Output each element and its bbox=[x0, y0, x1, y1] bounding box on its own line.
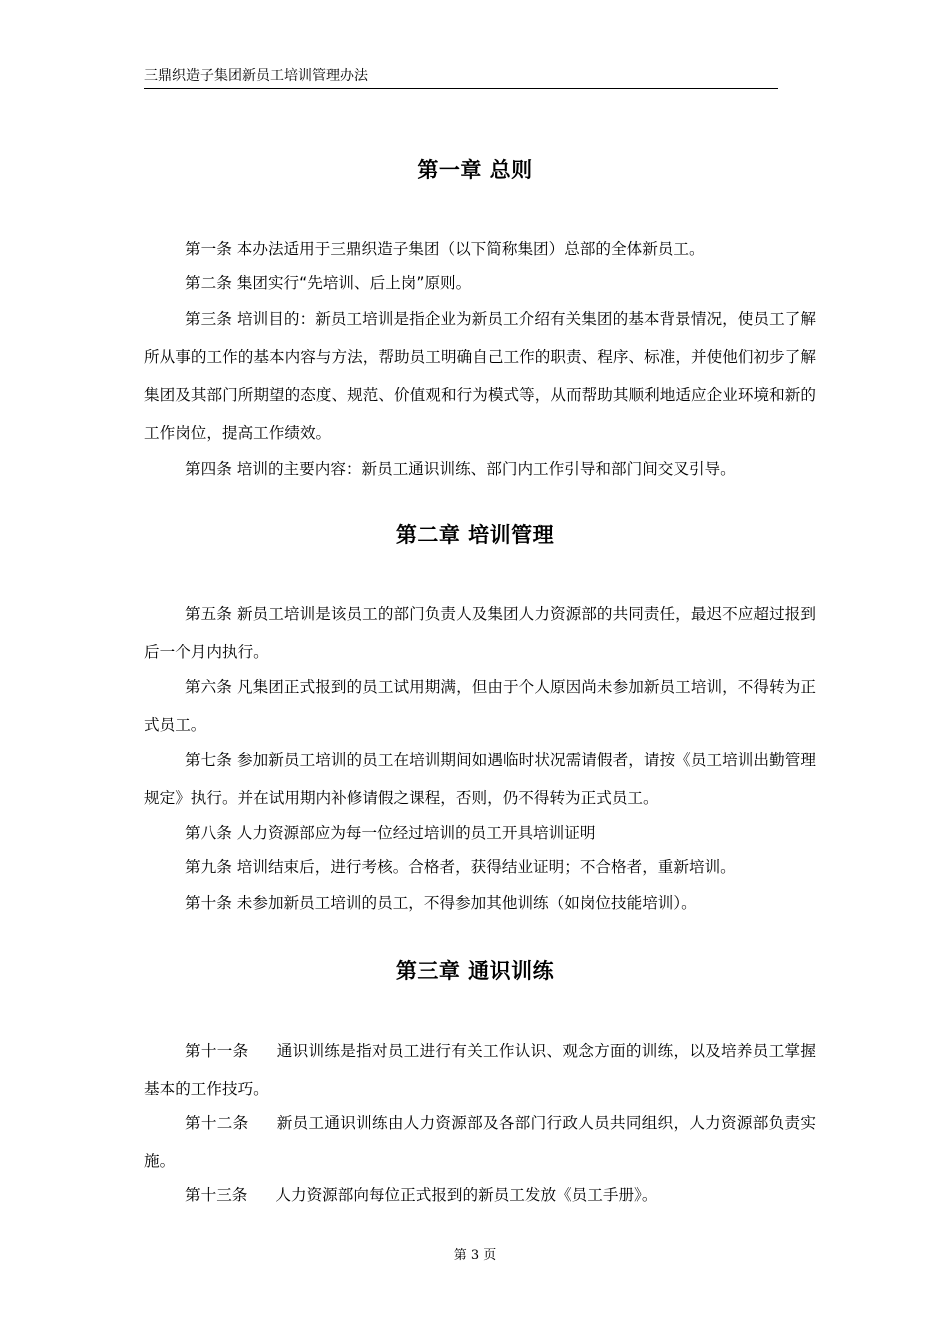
article-paragraph bbox=[144, 814, 816, 852]
article-text: 凡集团正式报到的员工试用期满，但由于个人原因尚未参加新员工培训，不得转为正式员工。 bbox=[144, 678, 816, 734]
chapter-heading: 第一章 总则 bbox=[417, 158, 533, 182]
article-text: 本办法适用于三鼎织造子集团（以下简称集团）总部的全体新员工。 bbox=[236, 240, 705, 258]
article-paragraph bbox=[144, 884, 816, 922]
article-number: 第十一条 bbox=[185, 1042, 249, 1060]
article-text: 通识训练是指对员工进行有关工作认识、观念方面的训练，以及培养员工掌握基本的工作技巧。 bbox=[144, 1042, 816, 1098]
article-text: 培训结束后，进行考核。合格者，获得结业证明；不合格者，重新培训。 bbox=[236, 858, 736, 876]
chapter-heading: 第三章 通识训练 bbox=[395, 959, 555, 983]
document-title: 三鼎织造子集团新员工培训管理办法 bbox=[144, 68, 368, 84]
article-text: 参加新员工培训的员工在培训期间如遇临时状况需请假者，请按《员工培训出勤管理规定》执行。并在试用期内补修请假之课程，否则，仍不得转为正式员工。 bbox=[144, 751, 816, 807]
chapter-heading: 第二章 培训管理 bbox=[395, 523, 555, 547]
article-number: 第十三条 bbox=[185, 1186, 248, 1204]
article-paragraph bbox=[144, 1032, 816, 1108]
article-paragraph bbox=[144, 1104, 816, 1180]
article-text: 新员工培训是该员工的部门负责人及集团人力资源部的共同责任，最迟不应超过报到后一个月内执行。 bbox=[144, 605, 816, 661]
article-text: 人力资源部向每位正式报到的新员工发放《员工手册》。 bbox=[275, 1186, 658, 1204]
article-paragraph bbox=[144, 1176, 816, 1214]
article-paragraph bbox=[144, 230, 816, 268]
article-text: 人力资源部应为每一位经过培训的员工开具培训证明 bbox=[236, 824, 596, 842]
article-text: 培训的主要内容：新员工通识训练、部门内工作引导和部门间交叉引导。 bbox=[236, 460, 736, 478]
article-text: 新员工通识训练由人力资源部及各部门行政人员共同组织，人力资源部负责实施。 bbox=[144, 1114, 816, 1170]
page-header bbox=[144, 66, 778, 89]
article-number: 第四条 bbox=[185, 460, 232, 478]
article-number: 第十条 bbox=[185, 894, 232, 912]
article-text: 培训目的：新员工培训是指企业为新员工介绍有关集团的基本背景情况，使员工了解所从事的工作的基本内容与方法，帮助员工明确自己工作的职责、程序、标准，并使他们初步了解集团及其部门所期望的态度、规范、价值观和行为模式等，从而帮助其顺利地适应企业环境和新的工作岗位，提高工作绩效。 bbox=[144, 310, 816, 442]
article-paragraph bbox=[144, 595, 816, 671]
article-paragraph bbox=[144, 450, 816, 488]
article-paragraph bbox=[144, 848, 816, 886]
page-number: 第 3 页 bbox=[453, 1248, 497, 1263]
article-paragraph bbox=[144, 300, 816, 452]
article-text: 集团实行“先培训、后上岗”原则。 bbox=[236, 274, 472, 292]
article-number: 第三条 bbox=[185, 310, 232, 328]
article-number: 第十二条 bbox=[185, 1114, 249, 1132]
article-number: 第八条 bbox=[185, 824, 232, 842]
article-paragraph bbox=[144, 741, 816, 817]
article-paragraph bbox=[144, 264, 816, 302]
article-number: 第一条 bbox=[185, 240, 232, 258]
article-number: 第六条 bbox=[185, 678, 232, 696]
article-paragraph bbox=[144, 668, 816, 744]
article-number: 第五条 bbox=[185, 605, 232, 623]
article-number: 第七条 bbox=[185, 751, 232, 769]
article-number: 第九条 bbox=[185, 858, 232, 876]
article-number: 第二条 bbox=[185, 274, 232, 292]
article-text: 未参加新员工培训的员工，不得参加其他训练（如岗位技能培训）。 bbox=[236, 894, 697, 912]
